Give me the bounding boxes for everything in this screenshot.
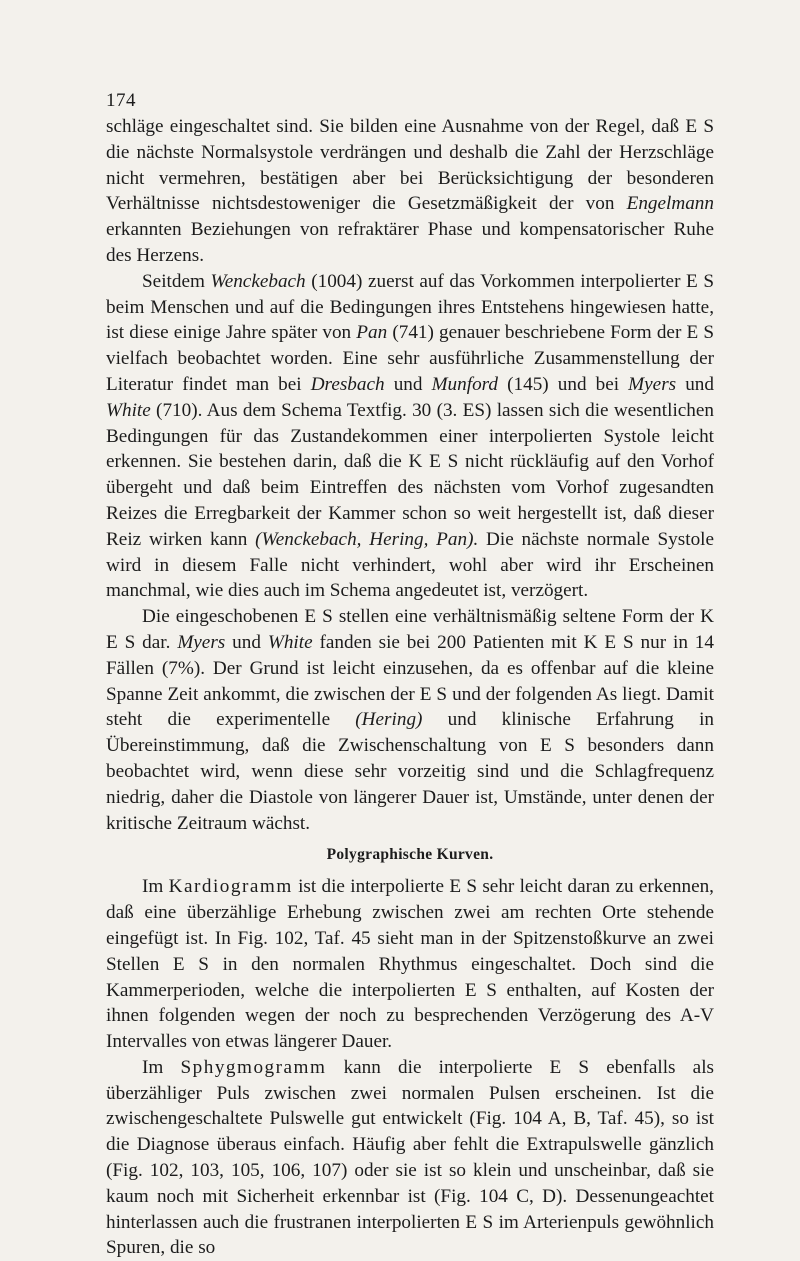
- text-run: und: [384, 373, 432, 395]
- text-run: Die nächste normale Systole wird in diesem Falle nicht verhindert, wohl aber wird ihr Erscheinen manchmal, wie dies auch im Schema angedeutet ist, verzögert.: [106, 528, 715, 602]
- section-heading: Polygraphische Kurven.: [326, 846, 494, 864]
- text-run: erkannten Beziehungen von refraktärer Phase und kompensatorischer Ruhe des Herzens.: [106, 219, 714, 266]
- italic-run: Pan: [356, 322, 388, 344]
- body-text: [106, 114, 714, 1261]
- spaced-run: Kardiogramm: [168, 876, 293, 898]
- italic-run: White: [106, 399, 151, 421]
- paragraph: [106, 1055, 714, 1261]
- italic-run: Dresbach: [310, 373, 385, 395]
- italic-run: White: [267, 631, 313, 653]
- italic-run: Wenckebach: [210, 270, 306, 292]
- text-run: Die eingeschobenen E S stellen eine verhältnismäßig seltene Form der K E S dar.: [106, 606, 714, 653]
- paragraph: [106, 114, 714, 269]
- spaced-run: Sphygmogramm: [180, 1056, 327, 1078]
- text-run: und: [676, 373, 714, 395]
- italic-run: Munford: [431, 373, 499, 395]
- text-run: fanden sie bei 200 Patienten mit K E S nur in 14 Fällen (7%). Der Grund ist leicht einzusehen, da es offenbar auf die kleine Spanne Zeit ankommt, die zwischen der E S und der folgenden As liegt. Damit steht die experimentelle: [106, 631, 714, 731]
- text-run: kann die interpolierte E S ebenfalls als überzähliger Puls zwischen zwei normalen Pulsen erscheinen. Ist die zwischengeschaltete Pulswelle gut entwickelt (Fig. 104 A, B, Taf. 45), so ist die Diagnose überaus einfach. Häufig aber fehlt die Extrapulswelle gänzlich (Fig. 102, 103, 105, 106, 107) oder sie ist so klein und unscheinbar, daß sie kaum noch mit Sicherheit erkennbar ist (Fig. 104 C, D). Dessenungeachtet hinterlassen auch die frustranen interpolierten E S im Arterienpuls gewöhnlich Spuren, die so: [106, 1056, 714, 1259]
- italic-run: Engelmann: [626, 193, 714, 215]
- italic-run: Myers: [177, 631, 226, 653]
- text-run: Seitdem: [142, 270, 211, 292]
- italic-run: (Hering): [355, 709, 423, 731]
- text-run: (710). Aus dem Schema Textfig. 30 (3. ES) lassen sich die wesentlichen Bedingungen für das Zustandekommen einer interpolierten Systole leicht erkennen. Sie bestehen darin, daß die K E S nicht rückläufig auf den Vorhof übergeht und daß beim Eintreffen des nächsten vom Vorhof zugesandten Reizes die Erregbarkeit der Kammer schon so weit hergestellt ist, daß dieser Reiz wirken kann: [106, 399, 714, 550]
- text-run: ist die interpolierte E S sehr leicht daran zu erkennen, daß eine überzählige Erhebung zwischen zwei am rechten Orte stehende eingefügt ist. In Fig. 102, Taf. 45 sieht man in der Spitzenstoßkurve an zwei Stellen E S in den normalen Rhythmus eingeschaltet. Doch sind die Kammerperioden, welche die interpolierten E S enthalten, auf Kosten der ihnen folgenden wegen der noch zu besprechenden Verzögerung des A-V Intervalles von etwas längerer Dauer.: [106, 876, 714, 1053]
- text-run: (145) und bei: [498, 373, 629, 395]
- page-number: 174: [106, 90, 136, 111]
- paragraph: [106, 269, 714, 604]
- paragraph: [106, 874, 714, 1055]
- text-run: schläge eingeschaltet sind. Sie bilden eine Ausnahme von der Regel, daß E S die nächste Normalsystole verdrängen und deshalb die Zahl der Herzschläge nicht vermehren, bestätigen aber bei Berücksichtigung der besonderen Verhältnisse nichtsdestoweniger die Gesetzmäßigkeit der von: [106, 116, 714, 215]
- text-run: Im: [142, 876, 169, 898]
- text-run: Im: [142, 1056, 181, 1078]
- italic-run: (Wenckebach, Hering, Pan).: [255, 528, 479, 550]
- text-run: (741) genauer beschriebene Form der E S vielfach beobachtet worden. Eine sehr ausführliche Zusammenstellung der Literatur findet man bei: [106, 322, 714, 395]
- text-run: und: [225, 631, 268, 653]
- text-run: und klinische Erfahrung in Übereinstimmung, daß die Zwischenschaltung von E S besonders dann beobachtet wird, wenn diese sehr vorzeitig sind und die Schlagfrequenz niedrig, daher die Diastole von längerer Dauer ist, Umstände, unter denen der kritische Zeitraum wächst.: [106, 709, 715, 834]
- paragraph: [106, 604, 714, 836]
- text-run: (1004) zuerst auf das Vorkommen interpolierter E S beim Menschen und auf die Bedingungen ihres Entstehens hingewiesen hatte, ist diese einige Jahre später von: [106, 270, 714, 344]
- italic-run: Myers: [628, 373, 677, 395]
